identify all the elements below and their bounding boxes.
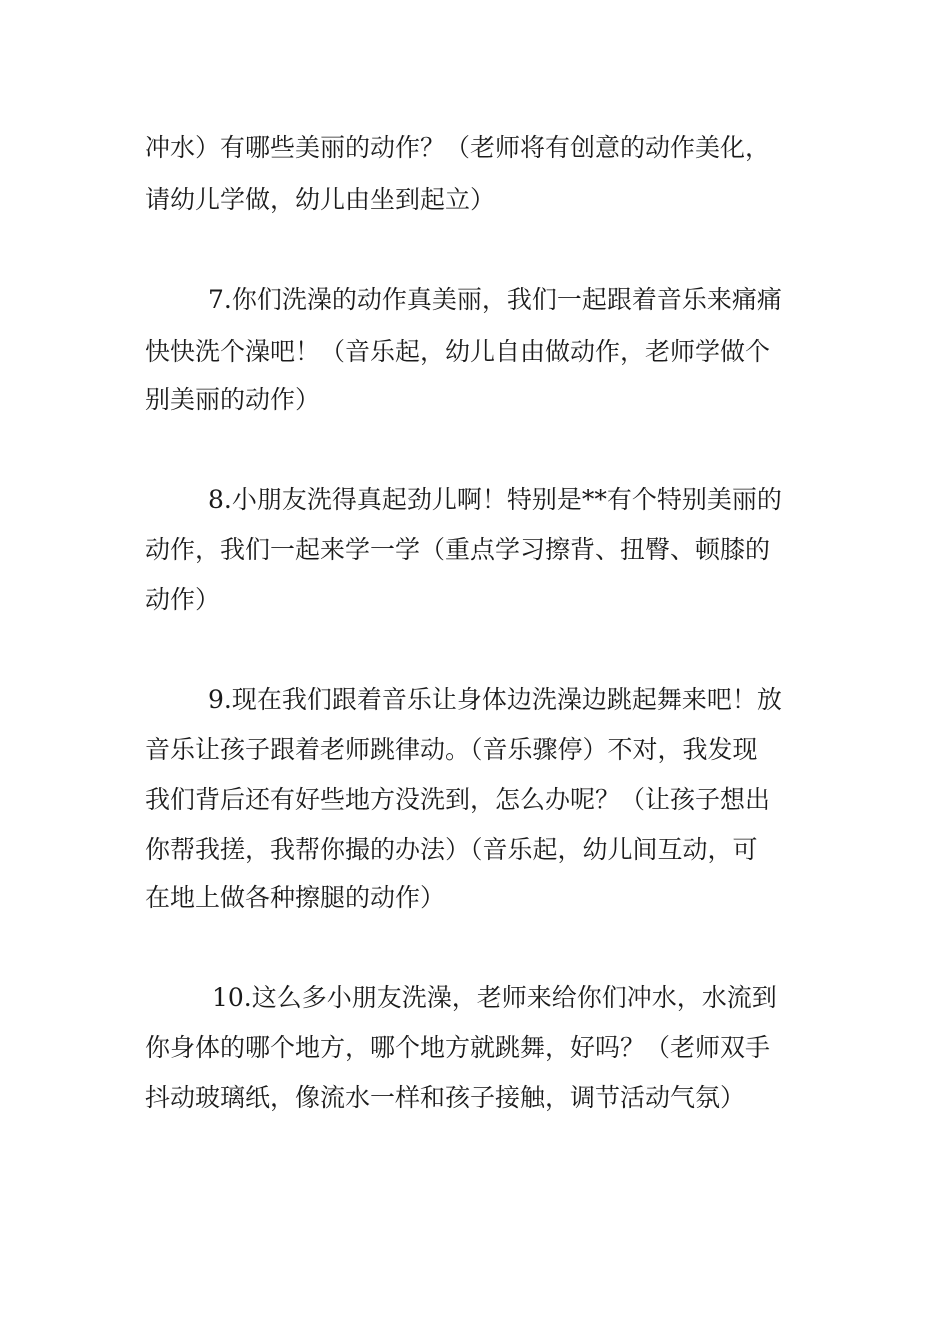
paragraph-8-line-1: 8.小朋友洗得真起劲儿啊！特别是**有个特别美丽的 [208, 485, 782, 514]
paragraph-1-line-1: 冲水）有哪些美丽的动作？（老师将有创意的动作美化， [145, 133, 771, 162]
paragraph-1-line-2: 请幼儿学做，幼儿由坐到起立） [145, 185, 496, 214]
paragraph-9-line-2: 音乐让孩子跟着老师跳律动。（音乐骤停）不对，我发现 [145, 735, 758, 764]
paragraph-9-line-3: 我们背后还有好些地方没洗到，怎么办呢？（让孩子想出 [145, 785, 771, 814]
paragraph-7-line-2: 快快洗个澡吧！（音乐起，幼儿自由做动作，老师学做个 [145, 337, 771, 366]
paragraph-9-line-4: 你帮我搓，我帮你撮的办法）（音乐起，幼儿间互动，可 [145, 835, 758, 864]
paragraph-10-line-1: 10.这么多小朋友洗澡，老师来给你们冲水，水流到 [212, 983, 777, 1012]
paragraph-9-line-5: 在地上做各种擦腿的动作） [145, 883, 446, 912]
paragraph-7-line-3: 别美丽的动作） [145, 385, 321, 414]
paragraph-8-line-3: 动作） [145, 585, 221, 614]
paragraph-8-line-2: 动作，我们一起来学一学（重点学习擦背、扭臀、顿膝的 [145, 535, 771, 564]
paragraph-10-line-2: 你身体的哪个地方，哪个地方就跳舞，好吗？（老师双手 [145, 1033, 771, 1062]
paragraph-10-line-3: 抖动玻璃纸，像流水一样和孩子接触，调节活动气氛） [145, 1083, 746, 1112]
paragraph-9-line-1: 9.现在我们跟着音乐让身体边洗澡边跳起舞来吧！放 [208, 685, 782, 714]
paragraph-7-line-1: 7.你们洗澡的动作真美丽，我们一起跟着音乐来痛痛 [208, 285, 782, 314]
